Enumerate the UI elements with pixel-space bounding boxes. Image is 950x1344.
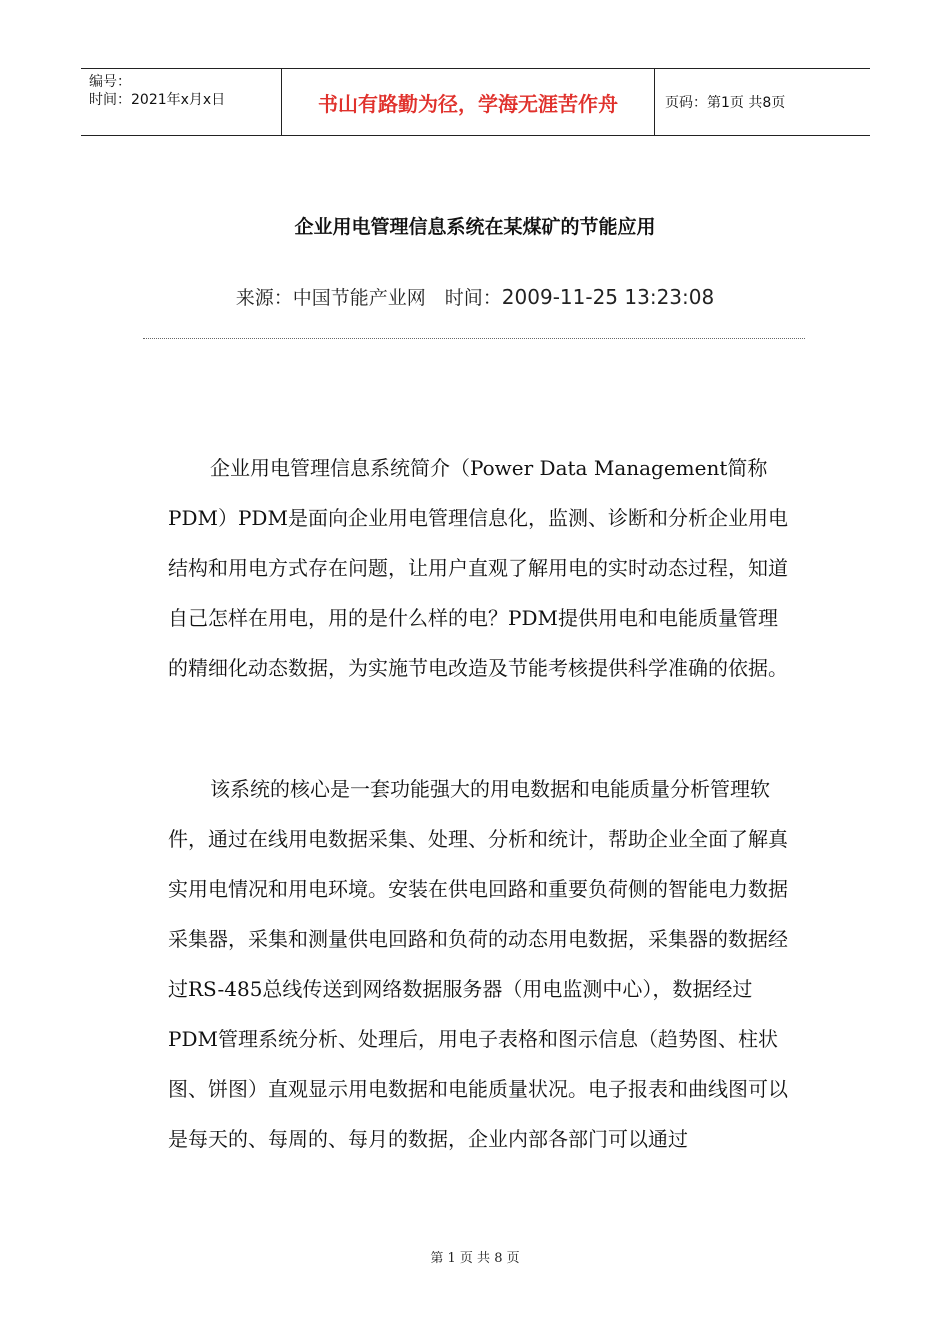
header-motto: 书山有路勤为径，学海无涯苦作舟 (281, 69, 655, 135)
document-header (81, 68, 870, 136)
date-label: 时间：2021年x月x日 (89, 92, 226, 108)
divider (143, 338, 805, 339)
header-page-info: 页码：第1页 共8页 (665, 95, 786, 111)
paragraph-intro: 企业用电管理信息系统简介（Power Data Management简称PDM）PDM是面向企业用电管理信息化，监测、诊断和分析企业用电结构和用电方式存在问题，让用户直观了解用电的实时动态过程，知道自己怎样在用电，用的是什么样的电？PDM提供用电和电能质量管理的精细化动态数据，为实施节电改造及节能考核提供科学准确的依据。 (168, 456, 788, 680)
paragraph-system-core: 该系统的核心是一套功能强大的用电数据和电能质量分析管理软件，通过在线用电数据采集、处理、分析和统计，帮助企业全面了解真实用电情况和用电环境。安装在供电回路和重要负荷侧的智能电力数据采集器，采集和测量供电回路和负荷的动态用电数据，采集器的数据经过RS-485总线传送到网络数据服务器（用电监测中心），数据经过PDM管理系统分析、处理后，用电子表格和图示信息（趋势图、柱状图、饼图）直观显示用电数据和电能质量状况。电子报表和曲线图可以是每天的、每周的、每月的数据，企业内部各部门可以通过 (168, 777, 788, 1151)
publish-time: 2009-11-25 13:23:08 (501, 285, 715, 309)
article-source (0, 283, 950, 310)
number-label: 编号： (89, 74, 131, 90)
source-label: 来源：中国节能产业网 时间： (235, 287, 502, 309)
header-meta (81, 69, 281, 135)
page-footer: 第 1 页 共 8 页 (430, 1251, 520, 1266)
article-title: 企业用电管理信息系统在某煤矿的节能应用 (294, 216, 656, 238)
